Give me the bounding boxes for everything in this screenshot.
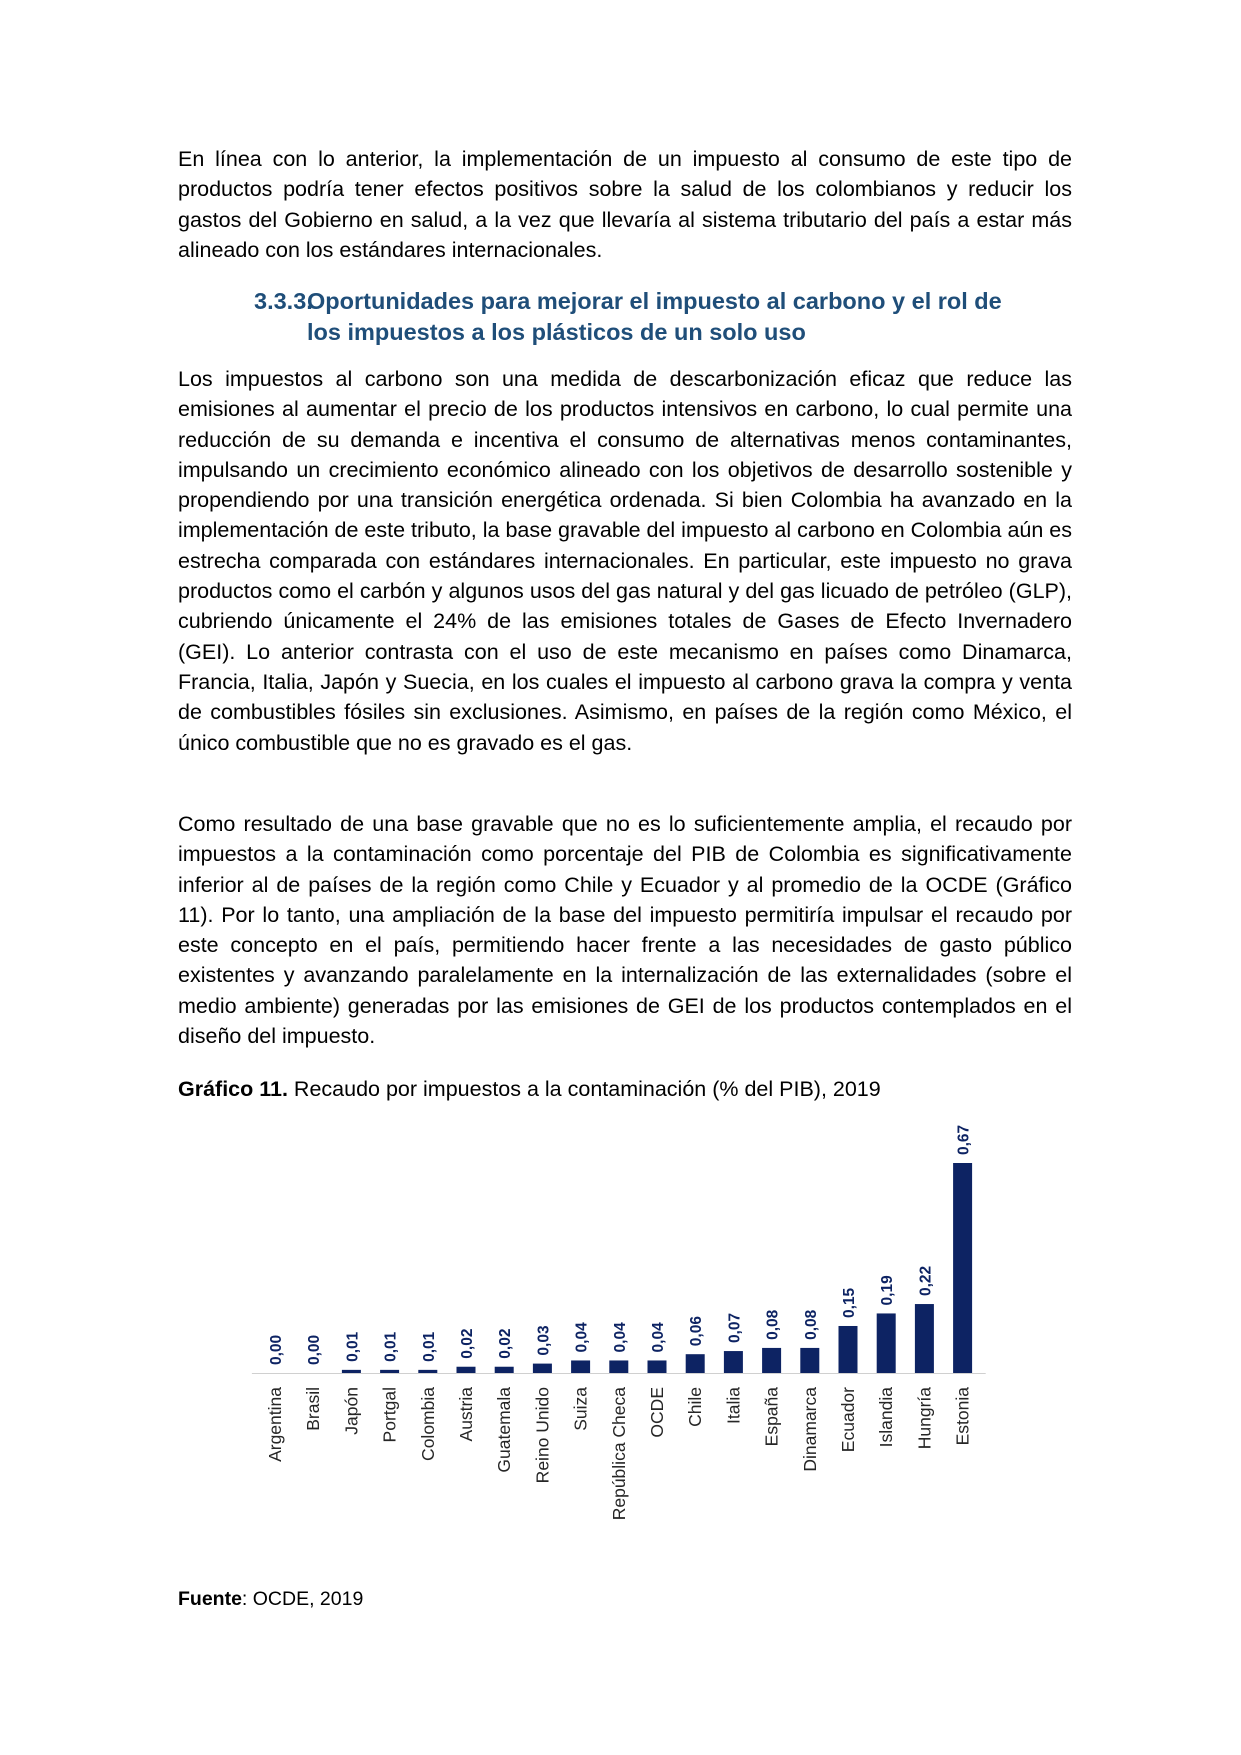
bar <box>762 1348 781 1373</box>
data-label: 0,04 <box>650 1322 667 1353</box>
category-label: Argentina <box>265 1387 285 1462</box>
data-label: 0,02 <box>497 1328 515 1359</box>
bar <box>800 1348 819 1373</box>
data-label: 0,07 <box>726 1312 744 1344</box>
category-label: Guatemala <box>494 1387 515 1473</box>
category-label: España <box>761 1387 782 1447</box>
bar <box>686 1354 705 1373</box>
data-label: 0,01 <box>382 1331 400 1362</box>
source-text: : OCDE, 2019 <box>241 1588 364 1610</box>
data-label: 0,01 <box>344 1331 362 1362</box>
data-label: 0,02 <box>459 1328 476 1359</box>
section-title-line-2: los impuestos a los plásticos de un solo uso <box>307 319 806 345</box>
category-label: Reino Unido <box>532 1387 553 1484</box>
category-label: Austria <box>456 1387 476 1442</box>
section-number: 3.3.3. <box>254 288 313 314</box>
data-label: 0,04 <box>611 1322 629 1353</box>
bar <box>495 1367 514 1373</box>
bar <box>724 1351 743 1373</box>
bar <box>839 1326 858 1373</box>
category-label: Suiza <box>570 1387 591 1431</box>
bar <box>915 1304 934 1373</box>
category-label: Japón <box>341 1387 362 1435</box>
data-label: 0,06 <box>688 1316 706 1347</box>
source-label: Fuente <box>178 1588 242 1610</box>
data-label: 0,22 <box>917 1265 935 1297</box>
category-label: Islandia <box>876 1387 897 1448</box>
data-label: 0,01 <box>420 1331 438 1362</box>
data-label: 0,19 <box>879 1275 897 1306</box>
bar <box>571 1360 590 1373</box>
category-label: República Checa <box>608 1387 629 1521</box>
data-label: 0,08 <box>764 1309 782 1340</box>
bar <box>953 1163 972 1373</box>
data-label: 0,04 <box>573 1322 591 1353</box>
category-label: Colombia <box>417 1387 438 1461</box>
category-label: Estonia <box>952 1387 973 1446</box>
bar <box>342 1370 361 1373</box>
category-label: Ecuador <box>838 1387 858 1453</box>
bar <box>457 1367 476 1373</box>
bar <box>418 1370 437 1373</box>
paragraph-carbon-tax: Los impuestos al carbono son una medida de descarbonización eficaz que reduce las emisiones al aumentar el precio de los productos intensivos en carbono, lo cual permite una reducción de su demanda e incentiva el consumo de alternativas menos contaminantes, impulsando un crecimiento económico alineado con los objetivos de desarrollo sostenible y propendiendo por una transición energética ordenada. Si bien Colombia ha avanzado en la implementación de este tributo, la base gravable del impuesto al carbono en Colombia aún es estrecha comparada con estándares internacionales. En particular, este impuesto no grava productos como el carbón y algunos usos del gas natural y del gas licuado de petróleo (GLP), cubriendo únicamente el 24% de las emisiones totales de Gases de Efecto Invernadero (GEI). Lo anterior contrasta con el uso de este mecanismo en países como Dinamarca, Francia, Italia, Japón y Suecia, en los cuales el impuesto al carbono grava la compra y venta de combustibles fósiles sin exclusiones. Asimismo, en países de la región como México, el único combustible que no es gravado es el gas. <box>178 367 1072 755</box>
bar <box>609 1360 628 1373</box>
section-title-line-1: Oportunidades para mejorar el impuesto al carbono y el rol de <box>307 288 1002 314</box>
category-label: Dinamarca <box>799 1387 820 1472</box>
data-label: 0,67 <box>955 1124 973 1155</box>
data-label: 0,00 <box>268 1334 285 1365</box>
paragraph-revenue: Como resultado de una base gravable que no es lo suficientemente amplia, el recaudo por impuestos a la contaminación como porcentaje del PIB de Colombia es significativamente inferior al de países de la región como Chile y Ecuador y al promedio de la OCDE (Gráfico 11). Por lo tanto, una ampliación de la base del impuesto permitiría impulsar el recaudo por este concepto en el país, permitiendo hacer frente a las necesidades de gasto público existentes y avanzando paralelamente en la internalización de las externalidades (sobre el medio ambiente) generadas por las emisiones de GEI de los productos contemplados en el diseño del impuesto. <box>178 812 1072 1049</box>
chart-caption-text: Recaudo por impuestos a la contaminación (% del PIB), 2019 <box>287 1077 881 1101</box>
category-label: Portgal <box>379 1387 400 1443</box>
data-label: 0,08 <box>802 1309 820 1340</box>
bar <box>380 1370 399 1373</box>
chart-caption-label: Gráfico 11. <box>178 1077 288 1101</box>
category-label: Italia <box>723 1387 744 1424</box>
category-label: Chile <box>685 1387 706 1427</box>
data-label: 0,03 <box>535 1325 553 1356</box>
bar <box>648 1360 667 1373</box>
paragraph-intro: En línea con lo anterior, la implementación de un impuesto al consumo de este tipo de productos podría tener efectos positivos sobre la salud de los colombianos y reducir los gastos del Gobierno en salud, a la vez que llevaría al sistema tributario del país a estar más alineado con los estándares internacionales. <box>178 147 1072 262</box>
category-label: OCDE <box>647 1387 667 1438</box>
category-label: Brasil <box>303 1387 324 1431</box>
data-label: 0,00 <box>306 1334 324 1365</box>
category-label: Hungría <box>914 1387 935 1450</box>
bar <box>533 1364 552 1373</box>
data-label: 0,15 <box>841 1287 858 1318</box>
bar <box>877 1313 896 1373</box>
chart-source <box>178 1588 363 1611</box>
